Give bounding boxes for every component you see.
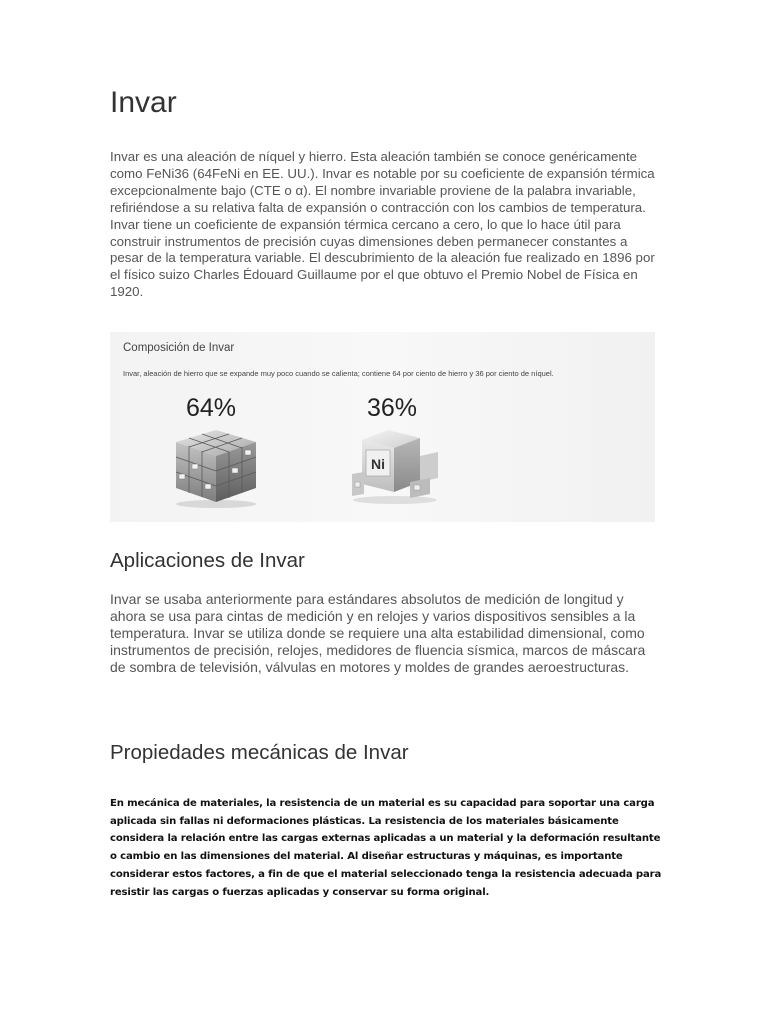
applications-heading: Aplicaciones de Invar: [110, 549, 305, 572]
iron-percent: 64%: [186, 394, 237, 422]
page-title: Invar: [110, 86, 177, 119]
nickel-percent: 36%: [367, 394, 418, 422]
figure-caption: Invar, aleación de hierro que se expande muy poco cuando se calienta; contiene 64 por ciento de hierro y 36 por ciento de níquel.: [123, 369, 554, 378]
figure-title: Composición de Invar: [123, 342, 235, 354]
iron-cube-image: [172, 428, 260, 508]
intro-paragraph: Invar es una aleación de níquel y hierro. Esta aleación también se conoce genéricamente como FeNi36 (64FeNi en EE. UU.). Invar es notable por su coeficiente de expansión térmica excepcionalmente bajo (CTE o α). El nombre invariable proviene de la palabra invariable, refiriéndose a su relativa falta de expansión o contracción con los cambios de temperatura. Invar tiene un coeficiente de expansión térmica cercano a cero, lo que lo hace útil para construir instrumentos de precisión cuyas dimensiones deben permanecer constantes a pesar de la temperatura variable. El descubrimiento de la aleación fue realizado en 1896 por el físico suizo Charles Édouard Guillaume por el que obtuvo el Premio Nobel de Física en 1920.: [110, 149, 655, 300]
nickel-cube-image: [350, 428, 440, 504]
properties-paragraph: En mecánica de materiales, la resistencia de un material es su capacidad para soportar una carga aplicada sin fallas ni deformaciones plásticas. La resistencia de los materiales básicamente considera la relación entre las cargas externas aplicadas a un material y la deformación resultante o cambio en las dimensiones del material. Al diseñar estructuras y máquinas, es importante considerar estos factores, a fin de que el material seleccionado tenga la resistencia adecuada para resistir las cargas o fuerzas aplicadas y conservar su forma original.: [110, 798, 662, 898]
applications-paragraph: Invar se usaba anteriormente para estándares absolutos de medición de longitud y ahora se usa para cintas de medición y en relojes y varios dispositivos sensibles a la temperatura. Invar se utiliza donde se requiere una alta estabilidad dimensional, como instrumentos de precisión, relojes, medidores de fluencia sísmica, marcos de máscara de sombra de televisión, válvulas en motores y moldes de grandes aeroestructuras.: [110, 591, 646, 676]
composition-figure: [110, 332, 655, 522]
properties-heading: Propiedades mecánicas de Invar: [110, 741, 409, 764]
nickel-symbol: Ni: [371, 456, 385, 472]
